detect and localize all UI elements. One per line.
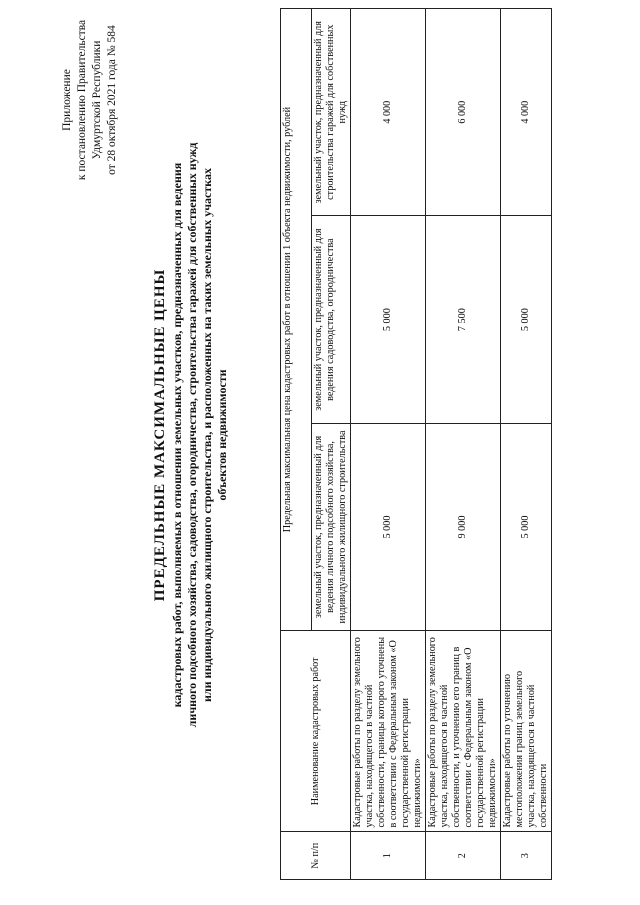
price-ihs: 5 000 <box>351 423 426 630</box>
table-row <box>351 9 426 880</box>
price-garage: 6 000 <box>426 9 501 216</box>
price-garden: 5 000 <box>351 216 426 423</box>
row-number: 3 <box>501 832 552 880</box>
row-work-name: Кадастровые работы по уточнению местоположения границ земельного участка, находящегося в частной собственности <box>501 631 552 832</box>
appendix-line-4: от 28 октября 2021 года № 584 <box>106 25 118 175</box>
prices-table <box>280 8 552 880</box>
price-garage: 4 000 <box>501 9 552 216</box>
header-land-garage: земельный участок, предназначенный для строительства гаражей для собственных нужд <box>312 9 351 216</box>
appendix-line-3: Удмуртской Республики <box>91 40 103 160</box>
heading-line-3: или индивидуального жилищного строительства, и расположенных на таких земельных участках <box>200 167 214 703</box>
document-title: ПРЕДЕЛЬНЫЕ МАКСИМАЛЬНЫЕ ЦЕНЫ <box>152 268 168 602</box>
header-land-garden: земельный участок, предназначенный для ведения садоводства, огородничества <box>312 216 351 423</box>
price-ihs: 9 000 <box>426 423 501 630</box>
price-garage: 4 000 <box>351 9 426 216</box>
price-ihs: 5 000 <box>501 423 552 630</box>
price-garden: 5 000 <box>501 216 552 423</box>
row-work-name: Кадастровые работы по разделу земельного участка, находящегося в частной собственности, и уточнению его границ в соответствии с Федеральным законом «О государственной регистрации недвижимости» <box>426 631 501 832</box>
header-price-group: Предельная максимальная цена кадастровых работ в отношении 1 объекта недвижимости, рублей <box>281 9 312 631</box>
heading-line-1: кадастровых работ, выполняемых в отношении земельных участков, предназначенных для ведения <box>170 162 184 708</box>
appendix-line-1: Приложение <box>61 69 73 131</box>
heading-line-2: личного подсобного хозяйства, садоводства, огородничества, строительства гаражей для собственных нужд <box>185 142 199 728</box>
appendix-line-2: к постановлению Правительства <box>76 19 88 181</box>
document-heading <box>150 85 230 785</box>
header-land-ihs: земельный участок, предназначенный для ведения личного подсобного хозяйства, индивидуального жилищного строительства <box>312 423 351 630</box>
heading-line-4: объектов недвижимости <box>215 369 229 501</box>
table-row <box>426 9 501 880</box>
row-number: 1 <box>351 832 426 880</box>
appendix-block <box>60 10 120 190</box>
header-work-name: Наименование кадастровых работ <box>281 631 351 832</box>
row-number: 2 <box>426 832 501 880</box>
price-garden: 7 500 <box>426 216 501 423</box>
header-number: № п/п <box>281 832 351 880</box>
row-work-name: Кадастровые работы по разделу земельного участка, находящегося в частной собственности, границы которого уточнены в соответствии с Федеральным законом «О государственной регистрации недвижимости» <box>351 631 426 832</box>
table-row <box>501 9 552 880</box>
